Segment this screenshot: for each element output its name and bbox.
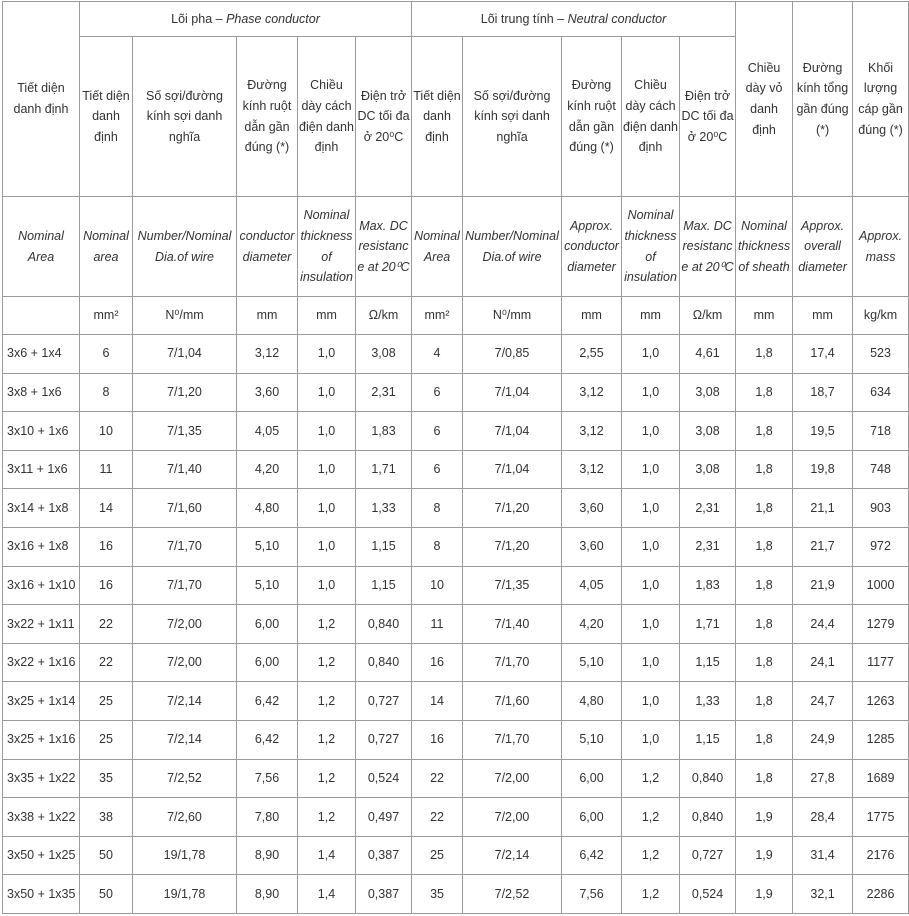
header-neutral-res-en: Max. DC resistance at 20⁰C [680,197,736,297]
value-cell: 3,08 [680,373,736,412]
value-cell: 1,2 [298,605,356,644]
value-cell: 10 [412,566,463,605]
table-row [3,412,909,451]
header-overall-en: Approx. overall diameter [793,197,853,297]
value-cell: 1,2 [298,643,356,682]
value-cell: 5,10 [562,720,622,759]
value-cell: 6,42 [237,682,298,721]
value-cell: 6 [412,373,463,412]
value-cell: 7/1,04 [463,412,562,451]
value-cell: 7/1,04 [463,373,562,412]
table-row [3,605,909,644]
value-cell: 7/1,60 [133,489,237,528]
value-cell: 1,0 [622,373,680,412]
value-cell: 18,7 [793,373,853,412]
unit-cell: mm² [412,297,463,335]
value-cell: 1,0 [298,412,356,451]
value-cell: 1,8 [736,605,793,644]
header-phase-wire-en: Number/Nominal Dia.of wire [133,197,237,297]
value-cell: 1,8 [736,450,793,489]
value-cell: 7/2,14 [463,836,562,875]
value-cell: 4,05 [562,566,622,605]
value-cell: 0,840 [356,643,412,682]
unit-cell: mm [622,297,680,335]
value-cell: 7/2,60 [133,798,237,837]
value-cell: 7/2,00 [133,605,237,644]
value-cell: 38 [80,798,133,837]
cable-designation-cell: 3x25 + 1x16 [3,720,80,759]
header-sheath-en: Nominal thickness of sheath [736,197,793,297]
cable-designation-cell: 3x35 + 1x22 [3,759,80,798]
value-cell: 22 [80,605,133,644]
value-cell: 1,0 [622,566,680,605]
cable-designation-cell: 3x10 + 1x6 [3,412,80,451]
value-cell: 7/2,00 [133,643,237,682]
value-cell: 1,8 [736,720,793,759]
header-neutral-thick-en: Nominal thickness of insulation [622,197,680,297]
value-cell: 10 [80,412,133,451]
value-cell: 3,60 [562,527,622,566]
value-cell: 1,8 [736,643,793,682]
value-cell: 8 [412,489,463,528]
value-cell: 6,42 [562,836,622,875]
value-cell: 1,71 [680,605,736,644]
value-cell: 7/1,60 [463,682,562,721]
value-cell: 24,1 [793,643,853,682]
value-cell: 21,1 [793,489,853,528]
value-cell: 1,33 [680,682,736,721]
value-cell: 7/2,00 [463,759,562,798]
value-cell: 903 [853,489,909,528]
phase-label-vi: Lõi pha [171,11,213,26]
value-cell: 7/1,04 [463,450,562,489]
value-cell: 1,0 [298,489,356,528]
value-cell: 7/1,70 [463,643,562,682]
unit-cell: N⁰/mm [133,297,237,335]
value-cell: 0,524 [356,759,412,798]
header-phase-wire-vi: Số sợi/đường kính sợi danh nghĩa [133,37,237,197]
value-cell: 19,8 [793,450,853,489]
value-cell: 8 [80,373,133,412]
header-phase-area-vi: Tiết diện danh định [80,37,133,197]
value-cell: 2,31 [680,527,736,566]
value-cell: 1689 [853,759,909,798]
value-cell: 6,00 [237,605,298,644]
value-cell: 6,00 [562,759,622,798]
neutral-label-en: Neutral conductor [567,11,667,26]
value-cell: 1,83 [356,412,412,451]
value-cell: 3,08 [680,450,736,489]
value-cell: 8,90 [237,875,298,914]
value-cell: 50 [80,836,133,875]
header-sheath-vi: Chiều dày vỏ danh định [736,2,793,197]
value-cell: 0,840 [680,798,736,837]
value-cell: 1,0 [622,335,680,374]
table-row [3,720,909,759]
value-cell: 0,387 [356,836,412,875]
value-cell: 4 [412,335,463,374]
header-phase-diam-vi: Đường kính ruột dẫn gần đúng (*) [237,37,298,197]
value-cell: 3,08 [680,412,736,451]
value-cell: 7/1,70 [463,720,562,759]
value-cell: 3,12 [237,335,298,374]
cable-spec-table [2,1,909,914]
value-cell: 28,4 [793,798,853,837]
value-cell: 8 [412,527,463,566]
value-cell: 1,0 [298,527,356,566]
group-header-row [3,2,909,37]
table-row [3,450,909,489]
value-cell: 3,08 [356,335,412,374]
value-cell: 5,10 [237,566,298,605]
unit-cell: N⁰/mm [463,297,562,335]
value-cell: 21,7 [793,527,853,566]
value-cell: 0,524 [680,875,736,914]
unit-cell: mm [237,297,298,335]
value-cell: 35 [412,875,463,914]
value-cell: 1,8 [736,527,793,566]
value-cell: 7/1,20 [133,373,237,412]
value-cell: 7/1,20 [463,527,562,566]
value-cell: 1,71 [356,450,412,489]
value-cell: 19/1,78 [133,875,237,914]
value-cell: 4,80 [237,489,298,528]
value-cell: 1,0 [622,605,680,644]
value-cell: 1177 [853,643,909,682]
header-phase-res-en: Max. DC resistance at 20⁰C [356,197,412,297]
value-cell: 6,00 [237,643,298,682]
value-cell: 11 [80,450,133,489]
cable-designation-cell: 3x16 + 1x8 [3,527,80,566]
value-cell: 16 [412,643,463,682]
cable-designation-cell: 3x16 + 1x10 [3,566,80,605]
value-cell: 4,80 [562,682,622,721]
value-cell: 1,33 [356,489,412,528]
header-phase-thick-vi: Chiều dày cách điện danh định [298,37,356,197]
table-row [3,335,909,374]
value-cell: 16 [80,527,133,566]
value-cell: 1,8 [736,373,793,412]
unit-cell: mm [793,297,853,335]
value-cell: 1,2 [622,798,680,837]
value-cell: 5,10 [562,643,622,682]
value-cell: 1,2 [298,682,356,721]
value-cell: 4,20 [562,605,622,644]
value-cell: 4,20 [237,450,298,489]
value-cell: 0,727 [356,720,412,759]
value-cell: 16 [80,566,133,605]
value-cell: 7/2,52 [463,875,562,914]
table-row [3,836,909,875]
value-cell: 7/1,35 [133,412,237,451]
header-phase-conductor [80,2,412,37]
value-cell: 7,80 [237,798,298,837]
value-cell: 35 [80,759,133,798]
table-row [3,875,909,914]
value-cell: 8,90 [237,836,298,875]
dash: – [553,11,568,26]
value-cell: 6 [412,450,463,489]
header-phase-diam-en: conductor diameter [237,197,298,297]
table-row [3,527,909,566]
value-cell: 7/1,40 [463,605,562,644]
value-cell: 1,0 [622,527,680,566]
unit-cell: mm [562,297,622,335]
value-cell: 1775 [853,798,909,837]
value-cell: 972 [853,527,909,566]
value-cell: 1263 [853,682,909,721]
value-cell: 2176 [853,836,909,875]
value-cell: 5,10 [237,527,298,566]
value-cell: 7/2,14 [133,720,237,759]
value-cell: 1,15 [680,643,736,682]
cable-designation-cell: 3x50 + 1x25 [3,836,80,875]
value-cell: 32,1 [793,875,853,914]
value-cell: 1,15 [356,527,412,566]
table-body [3,2,909,914]
unit-cell [3,297,80,335]
value-cell: 7/1,35 [463,566,562,605]
cable-designation-cell: 3x22 + 1x11 [3,605,80,644]
value-cell: 27,8 [793,759,853,798]
value-cell: 24,9 [793,720,853,759]
value-cell: 1,0 [298,450,356,489]
value-cell: 22 [412,759,463,798]
value-cell: 634 [853,373,909,412]
value-cell: 6 [80,335,133,374]
value-cell: 22 [80,643,133,682]
value-cell: 1,8 [736,682,793,721]
value-cell: 3,12 [562,373,622,412]
value-cell: 1,0 [622,720,680,759]
value-cell: 0,727 [356,682,412,721]
value-cell: 1,9 [736,836,793,875]
table-row [3,489,909,528]
value-cell: 3,12 [562,412,622,451]
value-cell: 6,00 [562,798,622,837]
value-cell: 1,0 [622,489,680,528]
value-cell: 7/2,52 [133,759,237,798]
value-cell: 1,0 [622,643,680,682]
header-neutral-diam-en: Approx. conductor diameter [562,197,622,297]
value-cell: 24,4 [793,605,853,644]
cable-designation-cell: 3x11 + 1x6 [3,450,80,489]
value-cell: 3,60 [562,489,622,528]
cable-designation-cell: 3x25 + 1x14 [3,682,80,721]
value-cell: 1,8 [736,489,793,528]
value-cell: 4,61 [680,335,736,374]
value-cell: 50 [80,875,133,914]
value-cell: 1,8 [736,566,793,605]
value-cell: 1,2 [622,875,680,914]
value-cell: 25 [80,682,133,721]
value-cell: 1,8 [736,759,793,798]
header-phase-res-vi: Điện trở DC tối đa ở 20⁰C [356,37,412,197]
value-cell: 7,56 [237,759,298,798]
value-cell: 1,0 [622,412,680,451]
value-cell: 0,727 [680,836,736,875]
value-cell: 25 [80,720,133,759]
table-row [3,566,909,605]
header-neutral-res-vi: Điện trở DC tối đa ở 20⁰C [680,37,736,197]
header-nominal-area-vi: Tiết diện danh định [3,2,80,197]
value-cell: 1,2 [622,836,680,875]
header-neutral-diam-vi: Đường kính ruột dẫn gần đúng (*) [562,37,622,197]
value-cell: 0,387 [356,875,412,914]
value-cell: 1,4 [298,875,356,914]
value-cell: 0,840 [680,759,736,798]
dash: – [212,11,227,26]
value-cell: 1279 [853,605,909,644]
value-cell: 6,42 [237,720,298,759]
value-cell: 14 [412,682,463,721]
value-cell: 1,15 [356,566,412,605]
english-header-row [3,197,909,297]
value-cell: 14 [80,489,133,528]
value-cell: 1,0 [298,566,356,605]
value-cell: 0,497 [356,798,412,837]
value-cell: 1,9 [736,798,793,837]
value-cell: 1,2 [622,759,680,798]
value-cell: 523 [853,335,909,374]
header-neutral-thick-vi: Chiều dày cách điện danh định [622,37,680,197]
cable-designation-cell: 3x14 + 1x8 [3,489,80,528]
unit-cell: mm [298,297,356,335]
unit-cell: Ω/km [680,297,736,335]
value-cell: 2,55 [562,335,622,374]
value-cell: 2286 [853,875,909,914]
value-cell: 1,8 [736,335,793,374]
value-cell: 31,4 [793,836,853,875]
value-cell: 1,2 [298,720,356,759]
value-cell: 2,31 [680,489,736,528]
header-neutral-conductor [412,2,736,37]
unit-cell: mm² [80,297,133,335]
table-row [3,682,909,721]
value-cell: 1,2 [298,759,356,798]
value-cell: 1,4 [298,836,356,875]
value-cell: 1,0 [622,450,680,489]
unit-cell: mm [736,297,793,335]
header-mass-en: Approx. mass [853,197,909,297]
value-cell: 1,15 [680,720,736,759]
phase-label-en: Phase conductor [226,11,320,26]
value-cell: 6 [412,412,463,451]
value-cell: 1,0 [298,335,356,374]
value-cell: 7/2,00 [463,798,562,837]
header-neutral-wire-vi: Số sợi/đường kính sợi danh nghĩa [463,37,562,197]
value-cell: 7/0,85 [463,335,562,374]
value-cell: 17,4 [793,335,853,374]
cable-designation-cell: 3x50 + 1x35 [3,875,80,914]
value-cell: 0,840 [356,605,412,644]
value-cell: 1000 [853,566,909,605]
value-cell: 7/2,14 [133,682,237,721]
header-phase-area-en: Nominal area [80,197,133,297]
cable-designation-cell: 3x22 + 1x16 [3,643,80,682]
table-row [3,643,909,682]
value-cell: 1,9 [736,875,793,914]
value-cell: 1,0 [298,373,356,412]
value-cell: 7/1,40 [133,450,237,489]
header-phase-thick-en: Nominal thickness of insulation [298,197,356,297]
value-cell: 1,83 [680,566,736,605]
value-cell: 21,9 [793,566,853,605]
value-cell: 1,0 [622,682,680,721]
cable-designation-cell: 3x8 + 1x6 [3,373,80,412]
value-cell: 7,56 [562,875,622,914]
value-cell: 3,60 [237,373,298,412]
value-cell: 7/1,70 [133,566,237,605]
cable-designation-cell: 3x38 + 1x22 [3,798,80,837]
table-row [3,798,909,837]
value-cell: 7/1,04 [133,335,237,374]
unit-cell: Ω/km [356,297,412,335]
cable-designation-cell: 3x6 + 1x4 [3,335,80,374]
value-cell: 3,12 [562,450,622,489]
value-cell: 22 [412,798,463,837]
header-mass-vi: Khối lượng cáp gần đúng (*) [853,2,909,197]
unit-cell: kg/km [853,297,909,335]
unit-row [3,297,909,335]
table-row [3,759,909,798]
header-overall-vi: Đường kính tổng gần đúng (*) [793,2,853,197]
header-neutral-area-en: Nominal Area [412,197,463,297]
value-cell: 19,5 [793,412,853,451]
value-cell: 25 [412,836,463,875]
value-cell: 7/1,70 [133,527,237,566]
value-cell: 718 [853,412,909,451]
value-cell: 2,31 [356,373,412,412]
value-cell: 7/1,20 [463,489,562,528]
header-nominal-area-en: Nominal Area [3,197,80,297]
value-cell: 1,2 [298,798,356,837]
neutral-label-vi: Lõi trung tính [480,11,554,26]
value-cell: 24,7 [793,682,853,721]
header-neutral-area-vi: Tiết diện danh định [412,37,463,197]
value-cell: 748 [853,450,909,489]
header-neutral-wire-en: Number/Nominal Dia.of wire [463,197,562,297]
value-cell: 16 [412,720,463,759]
value-cell: 1285 [853,720,909,759]
value-cell: 11 [412,605,463,644]
table-row [3,373,909,412]
value-cell: 19/1,78 [133,836,237,875]
value-cell: 1,8 [736,412,793,451]
value-cell: 4,05 [237,412,298,451]
